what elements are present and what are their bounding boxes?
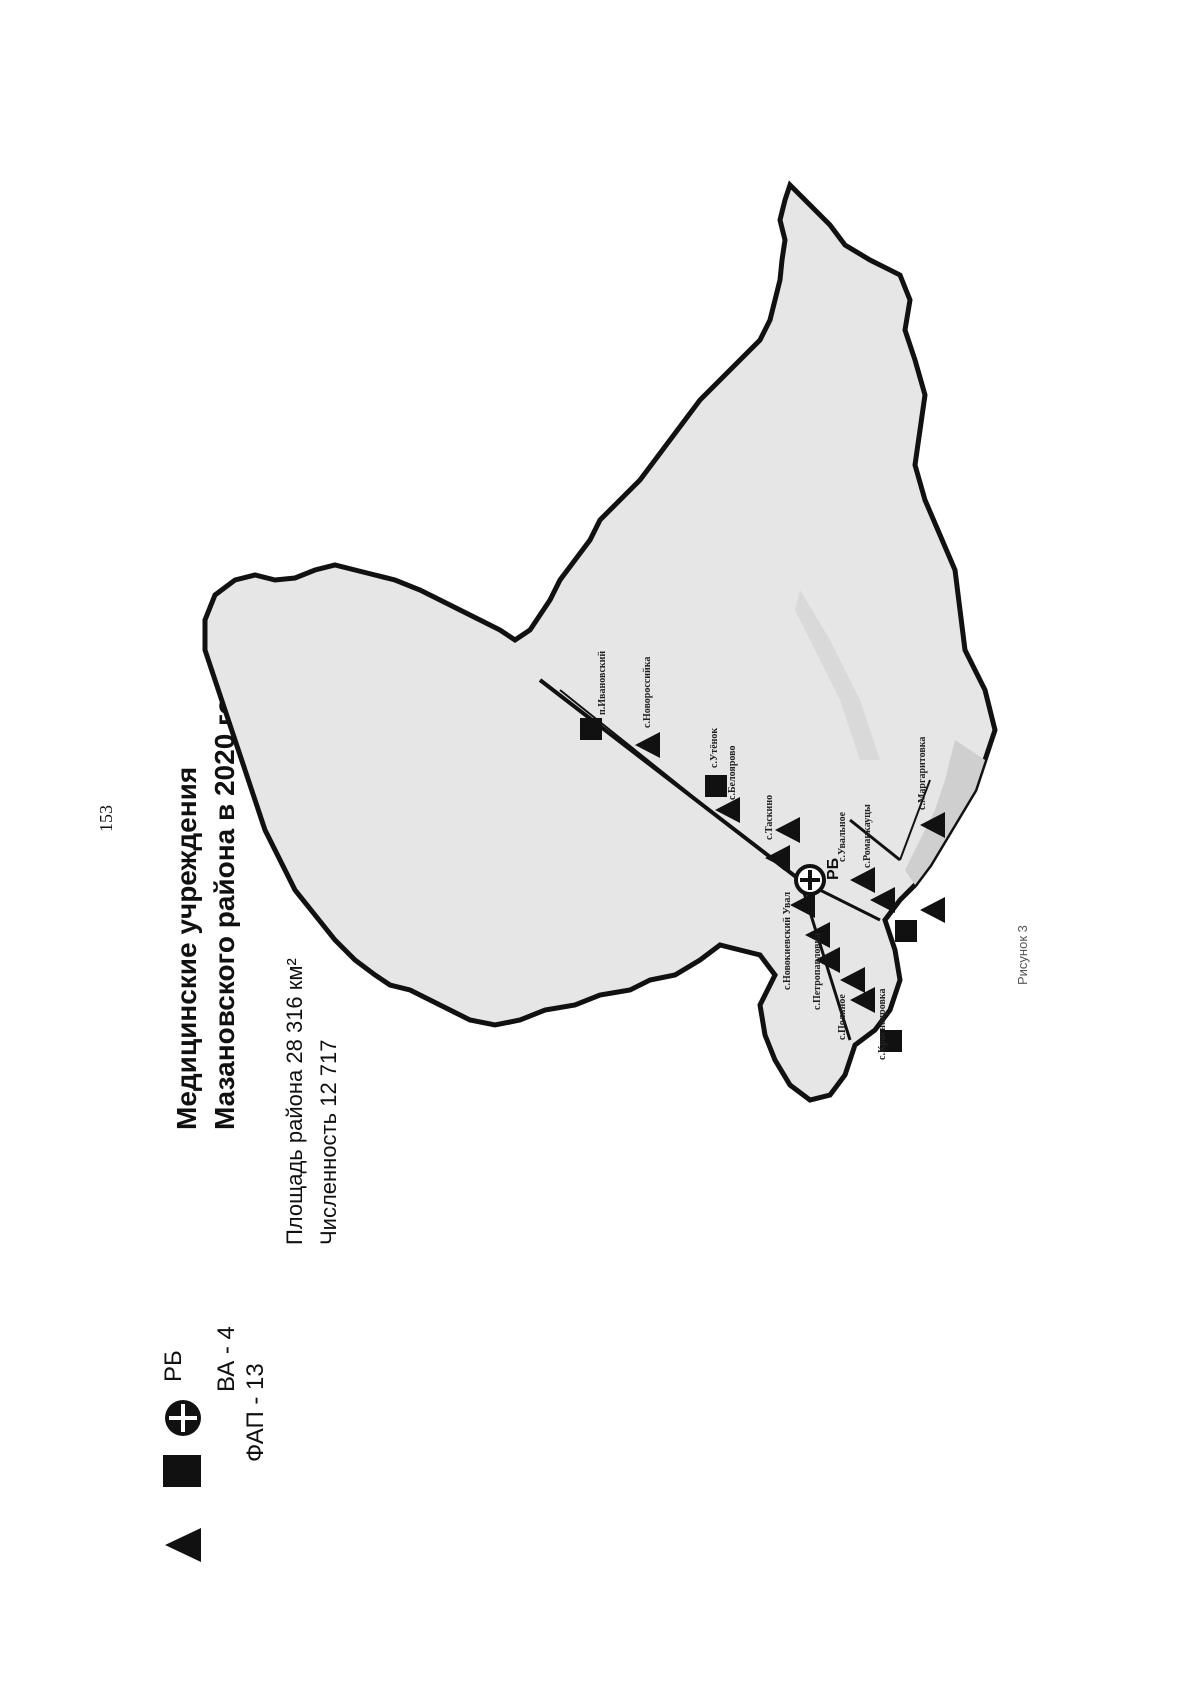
legend-label-va: ВА - 4	[213, 1326, 240, 1392]
place-label: с.Новороссийка	[642, 656, 653, 728]
va-marker	[580, 718, 602, 740]
area-stat: Площадь района 28 316 км²	[282, 958, 307, 1245]
place-label: с.Петропавловка	[812, 932, 823, 1010]
place-label: с.Белоярово	[727, 745, 738, 800]
place-label: с.Краснояровка	[877, 988, 888, 1060]
legend-label-rb: РБ	[160, 1350, 187, 1382]
title-line-1: Медицинские учреждения	[171, 766, 202, 1130]
page-number: 153	[96, 805, 116, 832]
figure-caption: Рисунок 3	[1015, 925, 1030, 985]
place-label: с.Новокиевский Увал	[782, 891, 793, 990]
place-label: с.Увальное	[837, 811, 848, 862]
place-label: с.Маргаритовка	[917, 736, 928, 810]
place-label: с.Таскино	[764, 794, 775, 840]
place-label: с.Утёнок	[709, 727, 720, 768]
va-marker	[705, 775, 727, 797]
population-stat: Численность 12 717	[316, 1039, 341, 1245]
legend-label-fap: ФАП - 13	[242, 1363, 269, 1462]
map-hospital-marker	[796, 866, 824, 894]
va-marker	[895, 920, 917, 942]
district-outline	[205, 185, 995, 1100]
map-hospital-label: РБ	[825, 857, 842, 880]
title-line-2: Мазановского района в 2020 году	[209, 664, 240, 1130]
place-label: п.Ивановский	[597, 650, 608, 715]
place-label: с.Поляное	[837, 994, 848, 1040]
fap-marker	[920, 897, 945, 923]
place-label: с.Романкауцы	[862, 804, 873, 868]
